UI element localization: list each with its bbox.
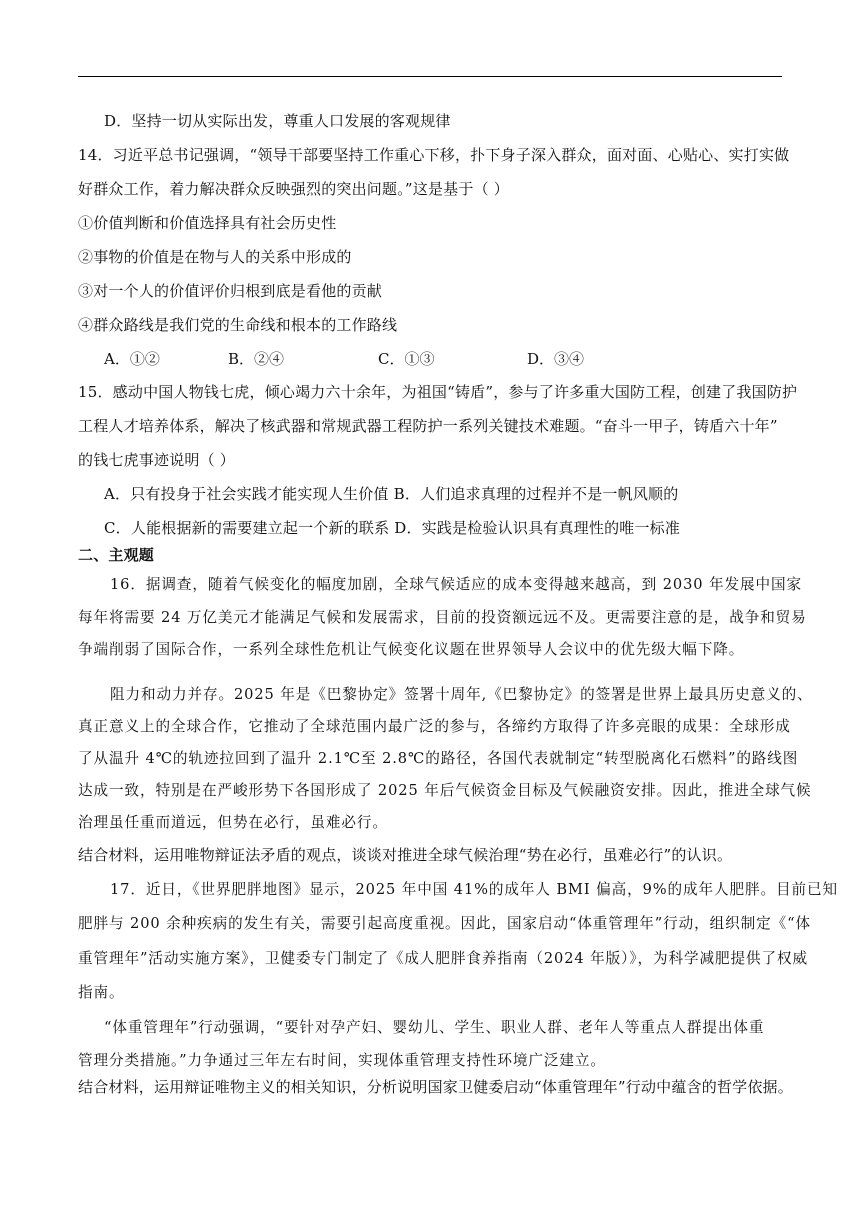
q14-options	[104, 349, 704, 369]
q14-item-4: ④群众路线是我们党的生命线和根本的工作路线	[78, 316, 398, 334]
q16-para2-line-4: 达成一致，特别是在严峻形势下各国形成了 2025 年后气候资金目标及气候融资安排。因此，推进全球气候	[78, 782, 812, 799]
q16-para1-line-3: 争端削弱了国际合作，一系列全球性危机让气候变化议题在世界领导人会议中的优先级大幅下降。	[78, 641, 745, 658]
q15-stem-line-1: 15．感动中国人物钱七虎，倾心竭力六十余年，为祖国“铸盾”，参与了许多重大国防工程，创建了我国防护	[78, 383, 798, 401]
q17-task: 结合材料，运用辩证唯物主义的相关知识，分析说明国家卫健委启动“体重管理年”行动中蕴含的哲学依据。	[78, 1078, 793, 1096]
q14-option-c: C．①③	[378, 350, 435, 368]
q17-para1-line-4: 指南。	[78, 984, 125, 1001]
q16-para1-line-2: 每年将需要 24 万亿美元才能满足气候和发展需求，目前的投资额远远不及。更需要注意的是，战争和贸易	[78, 609, 807, 626]
header-rule	[78, 76, 782, 77]
section-heading: 二、主观题	[78, 546, 155, 564]
q17-para2-line-2: 管理分类措施。”力争通过三年左右时间，实现体重管理支持性环境广泛建立。	[78, 1052, 606, 1069]
q14-option-a: A．①②	[104, 350, 160, 368]
q17-para1-line-1: 17．近日，《世界肥胖地图》显示，2025 年中国 41%的成年人 BMI 偏高，9%的成年人肥胖。目前已知	[110, 881, 838, 898]
q14-option-b: B．②④	[228, 350, 285, 368]
q17-para1-line-2: 肥胖与 200 余种疾病的发生有关，需要引起高度重视。因此，国家启动“体重管理年”行动，组织制定《“体	[78, 915, 811, 932]
q15-options-row-2: C．人能根据新的需要建立起一个新的联系 D．实践是检验认识具有真理性的唯一标准	[104, 519, 681, 537]
q16-para2-line-1: 阻力和动力并存。2025 年是《巴黎协定》签署十周年,《巴黎协定》的签署是世界上最具历史意义的、	[110, 686, 813, 703]
q16-task: 结合材料，运用唯物辩证法矛盾的观点，谈谈对推进全球气候治理“势在必行，虽难必行”的认识。	[78, 846, 733, 864]
q14-stem-line-2: 好群众工作，着力解决群众反映强烈的突出问题。”这是基于（ ）	[78, 180, 509, 198]
q15-stem-line-3: 的钱七虎事迹说明（ ）	[78, 451, 235, 469]
q16-para1-line-1: 16．据调查，随着气候变化的幅度加剧，全球气候适应的成本变得越来越高，到 2030 年发展中国家	[110, 576, 802, 593]
q13-option-d: D．坚持一切从实际出发，尊重人口发展的客观规律	[104, 112, 451, 130]
q16-para2-line-5: 治理虽任重而道远，但势在必行，虽难必行。	[78, 814, 388, 831]
q16-para2-line-2: 真正意义上的全球合作，它推动了全球范围内最广泛的参与，各缔约方取得了许多亮眼的成果：全球形成	[78, 718, 791, 735]
q14-item-3: ③对一个人的价值评价归根到底是看他的贡献	[78, 282, 383, 300]
q14-item-1: ①价值判断和价值选择具有社会历史性	[78, 214, 337, 232]
q15-options-row-1: A．只有投身于社会实践才能实现人生价值 B．人们追求真理的过程并不是一帆风顺的	[104, 485, 679, 503]
q17-para2-line-1: “体重管理年”行动强调，“要针对孕产妇、婴幼儿、学生、职业人群、老年人等重点人群提出体重	[104, 1019, 765, 1036]
q15-stem-line-2: 工程人才培养体系，解决了核武器和常规武器工程防护一系列关键技术难题。“奋斗一甲子，铸盾六十年”	[78, 417, 778, 435]
q16-para2-line-3: 了从温升 4℃的轨迹拉回到了温升 2.1℃至 2.8℃的路径，各国代表就制定“转型脱离化石燃料”的路线图	[78, 750, 799, 767]
q14-option-d: D．③④	[527, 350, 585, 368]
q17-para1-line-3: 重管理年”活动实施方案》，卫健委专门制定了《成人肥胖食养指南（2024 年版）》，为科学减肥提供了权威	[78, 950, 808, 967]
q14-item-2: ②事物的价值是在物与人的关系中形成的	[78, 248, 352, 266]
q14-stem-line-1: 14．习近平总书记强调，“领导干部要坚持工作重心下移，扑下身子深入群众，面对面、心贴心、实打实做	[78, 146, 790, 164]
